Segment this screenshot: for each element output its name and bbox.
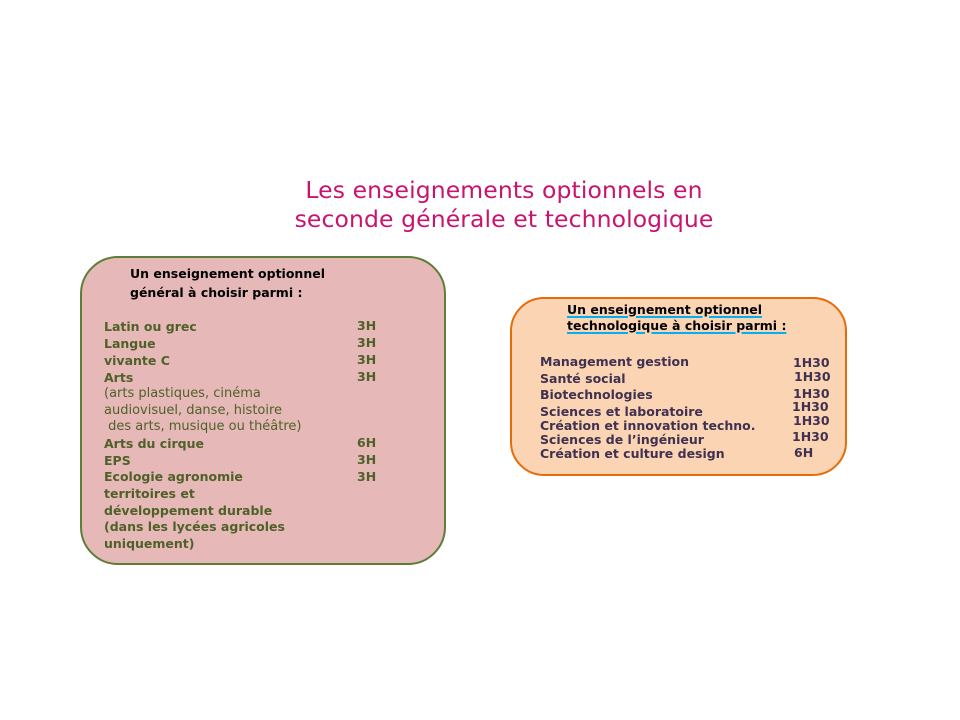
general-option-ecologie-line-5: uniquement)	[104, 536, 195, 551]
techno-option-creation-culture-design-hours: 6H	[794, 445, 814, 460]
general-option-eps: EPS	[104, 453, 131, 468]
techno-option-sciences-laboratoire-hours: 1H30	[792, 399, 829, 414]
techno-option-sante-social: Santé social	[540, 371, 626, 386]
slide-title	[200, 176, 808, 234]
general-option-arts-cirque: Arts du cirque	[104, 436, 204, 451]
techno-option-sante-social-hours: 1H30	[794, 369, 831, 384]
general-options-heading	[130, 264, 325, 302]
general-option-ecologie-hours: 3H	[357, 469, 377, 484]
general-option-ecologie-line-4: (dans les lycées agricoles	[104, 519, 285, 534]
techno-option-creation-culture-design: Création et culture design	[540, 446, 725, 461]
general-option-arts-hours: 3H	[357, 369, 377, 384]
general-option-langue: Langue	[104, 336, 156, 351]
general-option-latin-grec: Latin ou grec	[104, 319, 197, 334]
techno-option-management-hours: 1H30	[793, 355, 830, 370]
techno-option-sciences-laboratoire: Sciences et laboratoire	[540, 404, 703, 419]
general-option-latin-grec-hours: 3H	[357, 318, 377, 333]
general-option-vivante-c-hours: 3H	[357, 352, 377, 367]
general-option-arts-detail-line-3: des arts, musique ou théâtre)	[104, 419, 302, 434]
general-option-vivante-c: vivante C	[104, 353, 170, 368]
general-option-langue-hours: 3H	[357, 335, 377, 350]
techno-option-creation-innovation: Création et innovation techno.	[540, 418, 756, 433]
techno-options-heading-line-1: Un enseignement optionnel	[567, 302, 762, 317]
slide-title-line-2: seconde générale et technologique	[294, 205, 714, 233]
general-option-ecologie-line-2: territoires et	[104, 486, 195, 501]
general-option-ecologie-line-3: développement durable	[104, 503, 273, 518]
techno-options-heading	[567, 302, 786, 334]
techno-option-biotechnologies-hours: 1H30	[793, 386, 830, 401]
techno-option-sciences-ingenieur-hours: 1H30	[792, 429, 829, 444]
general-option-arts-detail-line-1: (arts plastiques, cinéma	[104, 386, 261, 401]
techno-option-biotechnologies: Biotechnologies	[540, 387, 653, 402]
techno-option-management: Management gestion	[540, 354, 689, 369]
general-option-eps-hours: 3H	[357, 452, 377, 467]
general-option-arts: Arts	[104, 370, 134, 385]
general-option-arts-cirque-hours: 6H	[357, 435, 377, 450]
general-options-heading-line-2: général à choisir parmi :	[130, 285, 303, 300]
general-option-arts-detail-line-2: audiovisuel, danse, histoire	[104, 403, 283, 418]
general-option-ecologie-line-1: Ecologie agronomie	[104, 469, 243, 484]
techno-options-heading-line-2: technologique à choisir parmi :	[567, 318, 787, 333]
general-options-heading-line-1: Un enseignement optionnel	[130, 266, 325, 281]
techno-option-sciences-ingenieur: Sciences de l’ingénieur	[540, 432, 704, 447]
techno-option-creation-innovation-hours: 1H30	[793, 413, 830, 428]
slide-title-line-1: Les enseignements optionnels en	[305, 176, 703, 204]
